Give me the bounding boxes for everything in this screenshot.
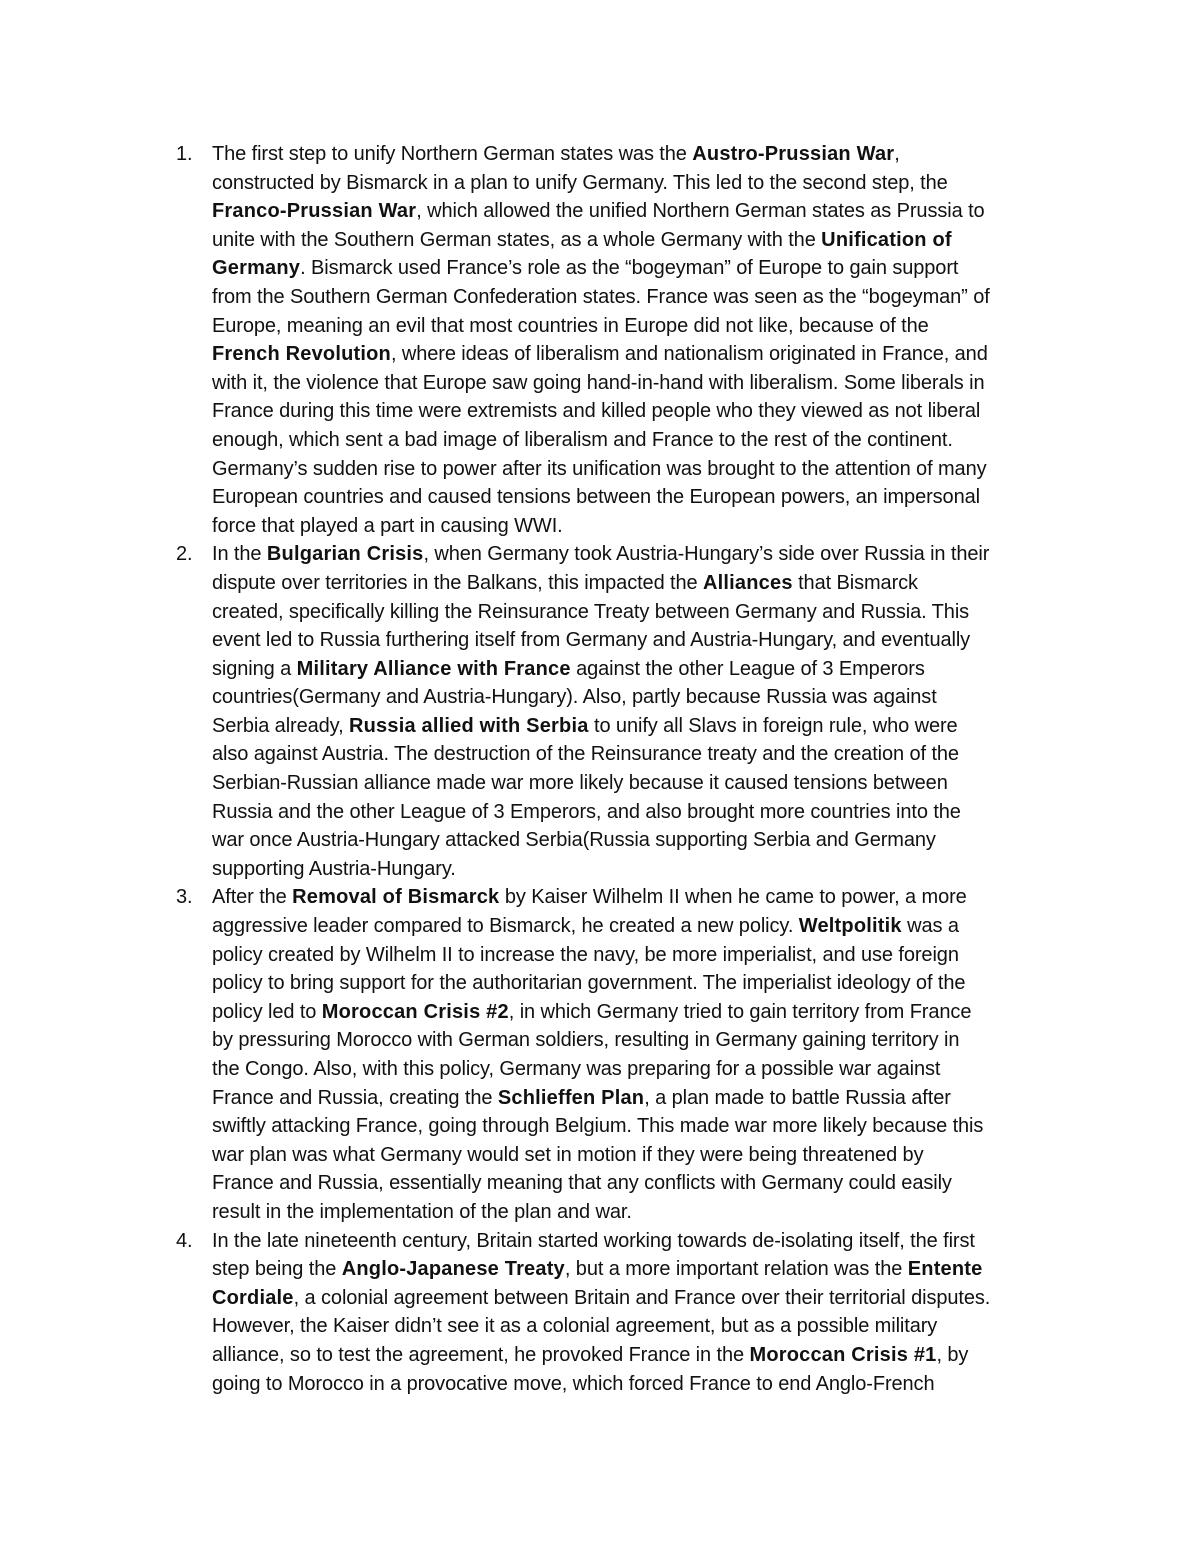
text-run: , in which Germany tried to gain territory from France [508,1000,972,1023]
text-line [212,426,1092,455]
text-run: Germany’s sudden rise to power after its unification was brought to the attention of many [212,457,987,480]
text-run: dispute over territories in the Balkans, this impacted the [212,571,704,594]
text-run: After the [212,886,293,909]
list-item [176,140,1092,540]
text-run: In the [212,543,267,566]
text-line [212,1198,1092,1227]
text-run: event led to Russia furthering itself from Germany and Austria-Hungary, and eventually [212,629,971,652]
text-run: was a [901,915,959,938]
text-run: alliance, so to test the agreement, he provoked France in the [212,1343,750,1366]
list-item-number: 4. [176,1229,193,1252]
text-line [212,197,1092,226]
text-run: to unify all Slavs in foreign rule, who were [588,714,958,737]
bold-term: Austro-Prussian War [692,143,895,165]
text-line [212,1026,1092,1055]
text-run: supporting Austria-Hungary. [212,857,456,880]
text-line [212,369,1092,398]
bold-term: Moroccan Crisis #1 [749,1343,937,1366]
text-run: France during this time were extremists and killed people who they viewed as not liberal [212,400,981,423]
text-line [212,540,1092,569]
text-line [212,769,1092,798]
text-run: , a colonial agreement between Britain and France over their territorial disputes. [293,1286,991,1309]
text-run: policy led to [212,1000,322,1023]
list-item [176,1227,1092,1399]
text-run: against the other League of 3 Emperors [570,657,925,680]
text-line [212,740,1092,769]
bold-term: Moroccan Crisis #2 [321,1000,509,1023]
text-run: going to Morocco in a provocative move, which forced France to end Anglo-French [212,1372,935,1395]
text-run: . Bismarck used France’s role as the “bogeyman” of Europe to gain support [300,257,959,280]
text-line [212,912,1092,941]
text-line [212,1341,1092,1370]
text-run: Europe, meaning an evil that most countries in Europe did not like, because of the [212,314,929,337]
bold-term: Military Alliance with France [296,657,571,680]
text-line [212,283,1092,312]
text-run: enough, which sent a bad image of liberalism and France to the rest of the continent. [212,428,953,451]
bold-term: Anglo-Japanese Treaty [341,1258,565,1281]
text-run: , by [936,1343,969,1366]
text-run: also against Austria. The destruction of the Reinsurance treaty and the creation of the [212,743,959,766]
bold-term: Franco-Prussian War [212,200,417,223]
text-line [212,855,1092,884]
text-run: , [894,143,900,165]
text-run: policy created by Wilhelm II to increase the navy, be more imperialist, and use foreign [212,943,959,966]
bold-term: Weltpolitik [798,915,902,938]
text-line [212,1284,1092,1313]
text-run: policy to bring support for the authoritarian government. The imperialist ideology of the [212,972,966,995]
bold-term: Cordiale [212,1286,294,1309]
text-line [212,1169,1092,1198]
text-line [212,626,1092,655]
text-run: Russia and the other League of 3 Emperors, and also brought more countries into the [212,800,961,823]
text-run: result in the implementation of the plan and war. [212,1200,632,1223]
text-line [212,340,1092,369]
text-line [212,312,1092,341]
text-run: with it, the violence that Europe saw going hand-in-hand with liberalism. Some liberals in [212,371,985,394]
bold-term: Removal of Bismarck [292,886,500,909]
bold-term: Bulgarian Crisis [266,543,424,566]
text-run: war plan was what Germany would set in motion if they were being threatened by [212,1143,924,1166]
text-run: European countries and caused tensions between the European powers, an impersonal [212,486,980,509]
text-line [212,1055,1092,1084]
text-line [212,169,1092,198]
text-run: However, the Kaiser didn’t see it as a colonial agreement, but as a possible military [212,1315,938,1338]
text-line [212,254,1092,283]
text-line [212,397,1092,426]
text-line [212,998,1092,1027]
text-line [212,826,1092,855]
text-run: from the Southern German Confederation states. France was seen as the “bogeyman” of [212,285,990,308]
text-run: created, specifically killing the Reinsurance Treaty between Germany and Russia. This [212,600,970,623]
text-line [212,712,1092,741]
text-run: The first step to unify Northern German states was the [212,143,693,165]
text-run: France and Russia, creating the [212,1086,498,1109]
text-line [212,512,1092,541]
text-run: Serbian-Russian alliance made war more likely because it caused tensions between [212,772,948,795]
text-run: Serbia already, [212,714,349,737]
text-run: that Bismarck [792,571,918,594]
text-run: unite with the Southern German states, as a whole Germany with the [212,228,822,251]
bold-term: Germany [212,257,301,280]
text-line [212,569,1092,598]
text-line [212,655,1092,684]
text-run: step being the [212,1258,342,1281]
text-line [212,798,1092,827]
text-run: , but a more important relation was the [564,1258,908,1281]
text-line [212,941,1092,970]
text-run: , which allowed the unified Northern German states as Prussia to [416,200,985,223]
text-run: In the late nineteenth century, Britain started working towards de-isolating itself, the first [212,1229,975,1252]
text-run: by Kaiser Wilhelm II when he came to power, a more [499,886,967,909]
text-run: the Congo. Also, with this policy, Germany was preparing for a possible war against [212,1058,941,1080]
text-run: countries(Germany and Austria-Hungary). Also, partly because Russia was against [212,686,937,709]
text-run: , when Germany took Austria-Hungary’s side over Russia in their [423,543,990,566]
text-run: constructed by Bismarck in a plan to unify Germany. This led to the second step, the [212,171,948,194]
list-item-number: 1. [176,143,193,165]
bold-term: Unification of [821,228,952,251]
text-line [212,969,1092,998]
list-item [176,540,1092,883]
text-line [212,683,1092,712]
text-line [212,455,1092,484]
text-run: by pressuring Morocco with German soldiers, resulting in Germany gaining territory in [212,1029,960,1052]
text-run: aggressive leader compared to Bismarck, he created a new policy. [212,915,799,938]
text-run: war once Austria-Hungary attacked Serbia(Russia supporting Serbia and Germany [212,829,936,852]
text-line [212,883,1092,912]
list-item-number: 2. [176,543,193,566]
text-line [212,1141,1092,1170]
text-line [212,483,1092,512]
bold-term: Schlieffen Plan [497,1086,645,1109]
bold-term: Entente [907,1258,983,1281]
text-line [212,1112,1092,1141]
text-line [212,598,1092,627]
bold-term: Russia allied with Serbia [349,714,589,737]
list-item-number: 3. [176,886,193,909]
text-line [212,1227,1092,1256]
text-run: , a plan made to battle Russia after [644,1086,951,1109]
text-run: force that played a part in causing WWI. [212,514,563,537]
bold-term: Alliances [703,571,793,594]
text-run: , where ideas of liberalism and nationalism originated in France, and [390,343,988,366]
list-item [176,883,1092,1226]
text-line [212,1255,1092,1284]
text-line [212,1084,1092,1113]
text-run: swiftly attacking France, going through Belgium. This made war more likely because this [212,1115,984,1138]
text-run: France and Russia, essentially meaning that any conflicts with Germany could easily [212,1172,952,1195]
text-line [212,1370,1092,1399]
numbered-list [176,140,1092,1398]
text-run: signing a [212,657,297,680]
bold-term: French Revolution [212,343,391,366]
text-line [212,1312,1092,1341]
text-line [212,226,1092,255]
text-line [212,140,1092,169]
